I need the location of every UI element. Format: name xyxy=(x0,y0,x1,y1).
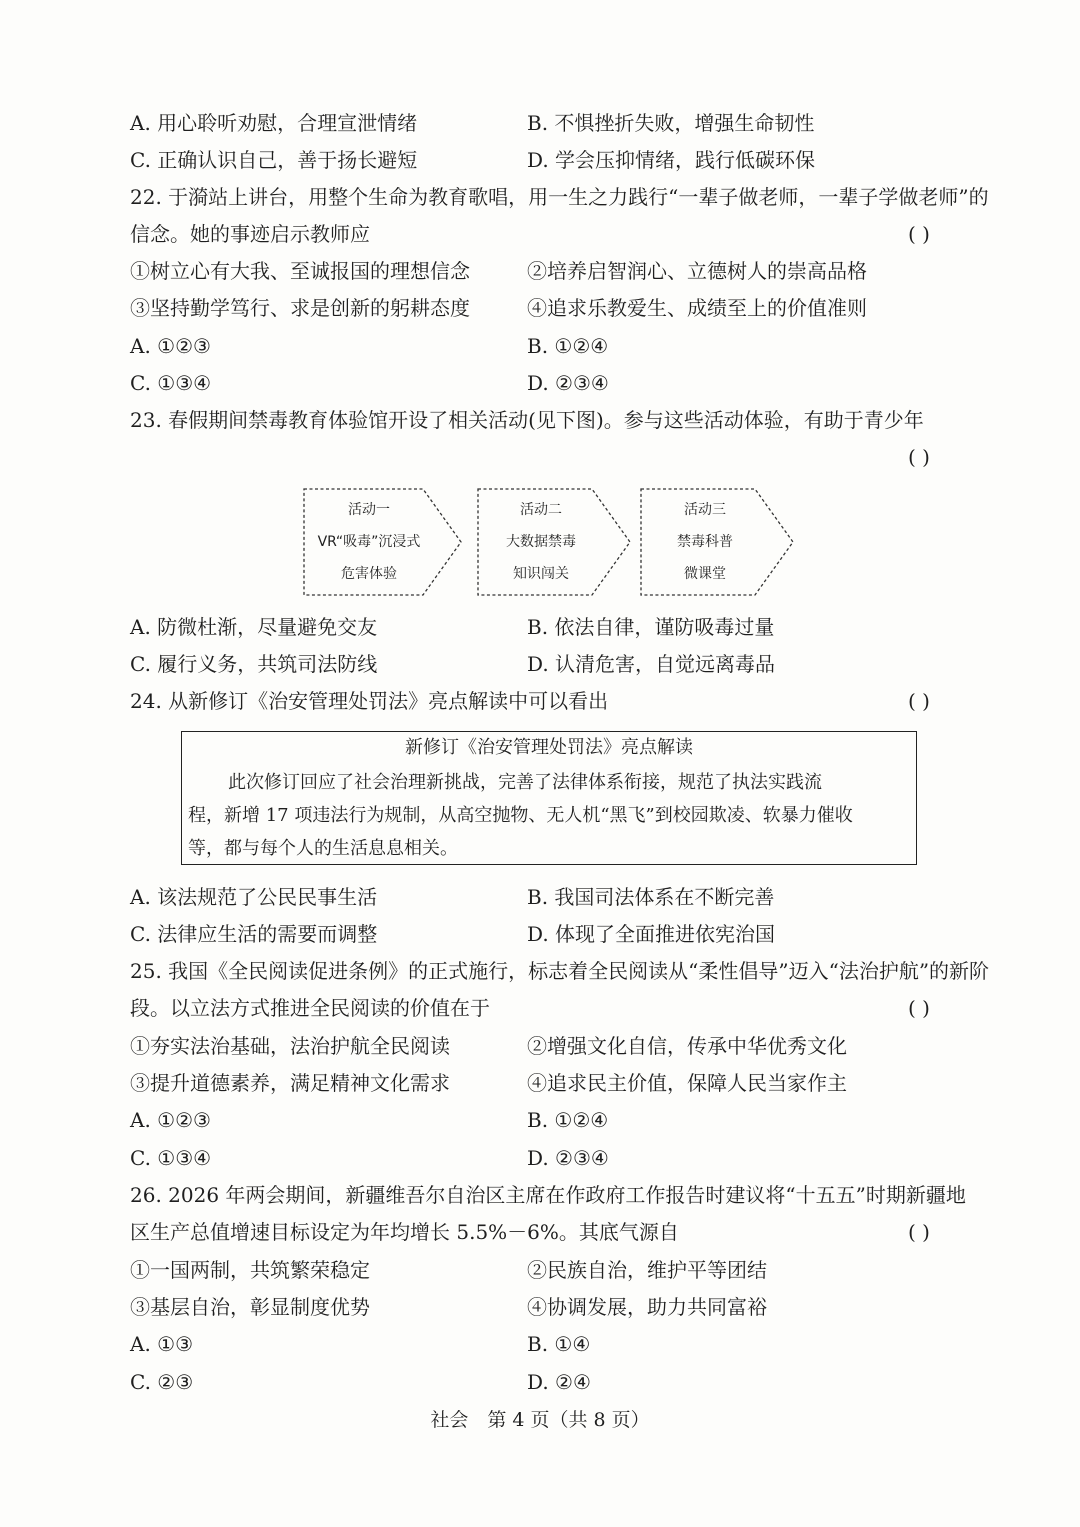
q24-answer-paren: ( ) xyxy=(908,689,930,713)
q25-option-a: A. ①②③ xyxy=(130,1108,211,1132)
q25-option-c: C. ①③④ xyxy=(130,1146,212,1170)
activity-1-line2: 危害体验 xyxy=(341,566,397,582)
q22-stem-line2: 信念。她的事迹启示教师应 xyxy=(130,222,370,246)
law-highlights-box xyxy=(181,731,917,865)
q23-option-d: D. 认清危害，自觉远离毒品 xyxy=(527,652,776,676)
law-highlights-title: 新修订《治安管理处罚法》亮点解读 xyxy=(405,737,693,758)
q25-answer-paren: ( ) xyxy=(908,996,930,1020)
q22-option-c: C. ①③④ xyxy=(130,371,212,395)
activity-1-line1: VR“吸毒”沉浸式 xyxy=(317,534,421,550)
page-footer: 社会 第 4 页（共 8 页） xyxy=(430,1409,650,1431)
q26-item-1: ①一国两制，共筑繁荣稳定 xyxy=(130,1258,370,1282)
q23-option-c: C. 履行义务，共筑司法防线 xyxy=(130,652,378,676)
q23-answer-paren: ( ) xyxy=(908,445,930,469)
activity-1-title: 活动一 xyxy=(348,502,390,518)
q21-option-c: C. 正确认识自己，善于扬长避短 xyxy=(130,148,418,172)
q26-answer-paren: ( ) xyxy=(908,1220,930,1244)
q26-option-b: B. ①④ xyxy=(527,1332,591,1356)
activity-2-line1: 大数据禁毒 xyxy=(506,534,576,550)
law-highlights-line3: 等，都与每个人的生活息息相关。 xyxy=(188,838,458,859)
q24-stem-line1: 24. 从新修订《治安管理处罚法》亮点解读中可以看出 xyxy=(130,689,609,713)
q23-option-b: B. 依法自律，谨防吸毒过量 xyxy=(527,615,775,639)
q26-option-c: C. ②③ xyxy=(130,1370,194,1394)
q26-stem-line1: 26. 2026 年两会期间，新疆维吾尔自治区主席在作政府工作报告时建议将“十五五”时期新疆地 xyxy=(130,1183,966,1207)
q25-item-3: ③提升道德素养，满足精神文化需求 xyxy=(130,1071,450,1095)
q24-option-c: C. 法律应生活的需要而调整 xyxy=(130,922,378,946)
q22-stem-line1: 22. 于漪站上讲台，用整个生命为教育歌唱，用一生之力践行“一辈子做老师，一辈子学做老师”的 xyxy=(130,185,989,209)
activity-box-1 xyxy=(303,488,463,596)
q24-option-d: D. 体现了全面推进依宪治国 xyxy=(527,922,776,946)
law-highlights-line1: 此次修订回应了社会治理新挑战，完善了法律体系衔接，规范了执法实践流 xyxy=(228,772,822,793)
activity-2-line2: 知识闯关 xyxy=(513,566,569,582)
q26-stem-line2: 区生产总值增速目标设定为年均增长 5.5%－6%。其底气源自 xyxy=(130,1220,679,1244)
q26-item-4: ④协调发展，助力共同富裕 xyxy=(527,1295,767,1319)
activity-3-line2: 微课堂 xyxy=(684,566,726,582)
activity-3-line1: 禁毒科普 xyxy=(677,534,733,550)
q26-option-d: D. ②④ xyxy=(527,1370,591,1394)
q22-option-b: B. ①②④ xyxy=(527,334,609,358)
q22-item-3: ③坚持勤学笃行、求是创新的躬耕态度 xyxy=(130,296,470,320)
activity-2-title: 活动二 xyxy=(520,502,562,518)
q26-item-2: ②民族自治，维护平等团结 xyxy=(527,1258,767,1282)
activity-box-3 xyxy=(640,488,795,596)
q21-option-a: A. 用心聆听劝慰，合理宣泄情绪 xyxy=(130,111,418,135)
q22-item-1: ①树立心有大我、至诚报国的理想信念 xyxy=(130,259,470,283)
q23-option-a: A. 防微杜渐，尽量避免交友 xyxy=(130,615,378,639)
q22-option-a: A. ①②③ xyxy=(130,334,211,358)
q25-option-b: B. ①②④ xyxy=(527,1108,609,1132)
q21-option-d: D. 学会压抑情绪，践行低碳环保 xyxy=(527,148,816,172)
activity-box-2 xyxy=(477,488,632,596)
q25-stem-line2: 段。以立法方式推进全民阅读的价值在于 xyxy=(130,996,490,1020)
q22-option-d: D. ②③④ xyxy=(527,371,609,395)
q23-stem-line1: 23. 春假期间禁毒教育体验馆开设了相关活动(见下图)。参与这些活动体验，有助于青少年 xyxy=(130,408,924,432)
q22-item-4: ④追求乐教爱生、成绩至上的价值准则 xyxy=(527,296,867,320)
q24-option-b: B. 我国司法体系在不断完善 xyxy=(527,885,775,909)
q21-option-b: B. 不惧挫折失败，增强生命韧性 xyxy=(527,111,815,135)
q25-item-1: ①夯实法治基础，法治护航全民阅读 xyxy=(130,1034,450,1058)
law-highlights-line2: 程，新增 17 项违法行为规制，从高空抛物、无人机“黑飞”到校园欺凌、软暴力催收 xyxy=(188,805,853,826)
q26-option-a: A. ①③ xyxy=(130,1332,194,1356)
q25-item-2: ②增强文化自信，传承中华优秀文化 xyxy=(527,1034,847,1058)
q22-answer-paren: ( ) xyxy=(908,222,930,246)
q25-option-d: D. ②③④ xyxy=(527,1146,609,1170)
q24-option-a: A. 该法规范了公民民事生活 xyxy=(130,885,378,909)
q25-item-4: ④追求民主价值，保障人民当家作主 xyxy=(527,1071,847,1095)
q22-item-2: ②培养启智润心、立德树人的崇高品格 xyxy=(527,259,867,283)
q25-stem-line1: 25. 我国《全民阅读促进条例》的正式施行，标志着全民阅读从“柔性倡导”迈入“法治护航”的新阶 xyxy=(130,959,990,983)
activity-3-title: 活动三 xyxy=(684,502,726,518)
q26-item-3: ③基层自治，彰显制度优势 xyxy=(130,1295,370,1319)
